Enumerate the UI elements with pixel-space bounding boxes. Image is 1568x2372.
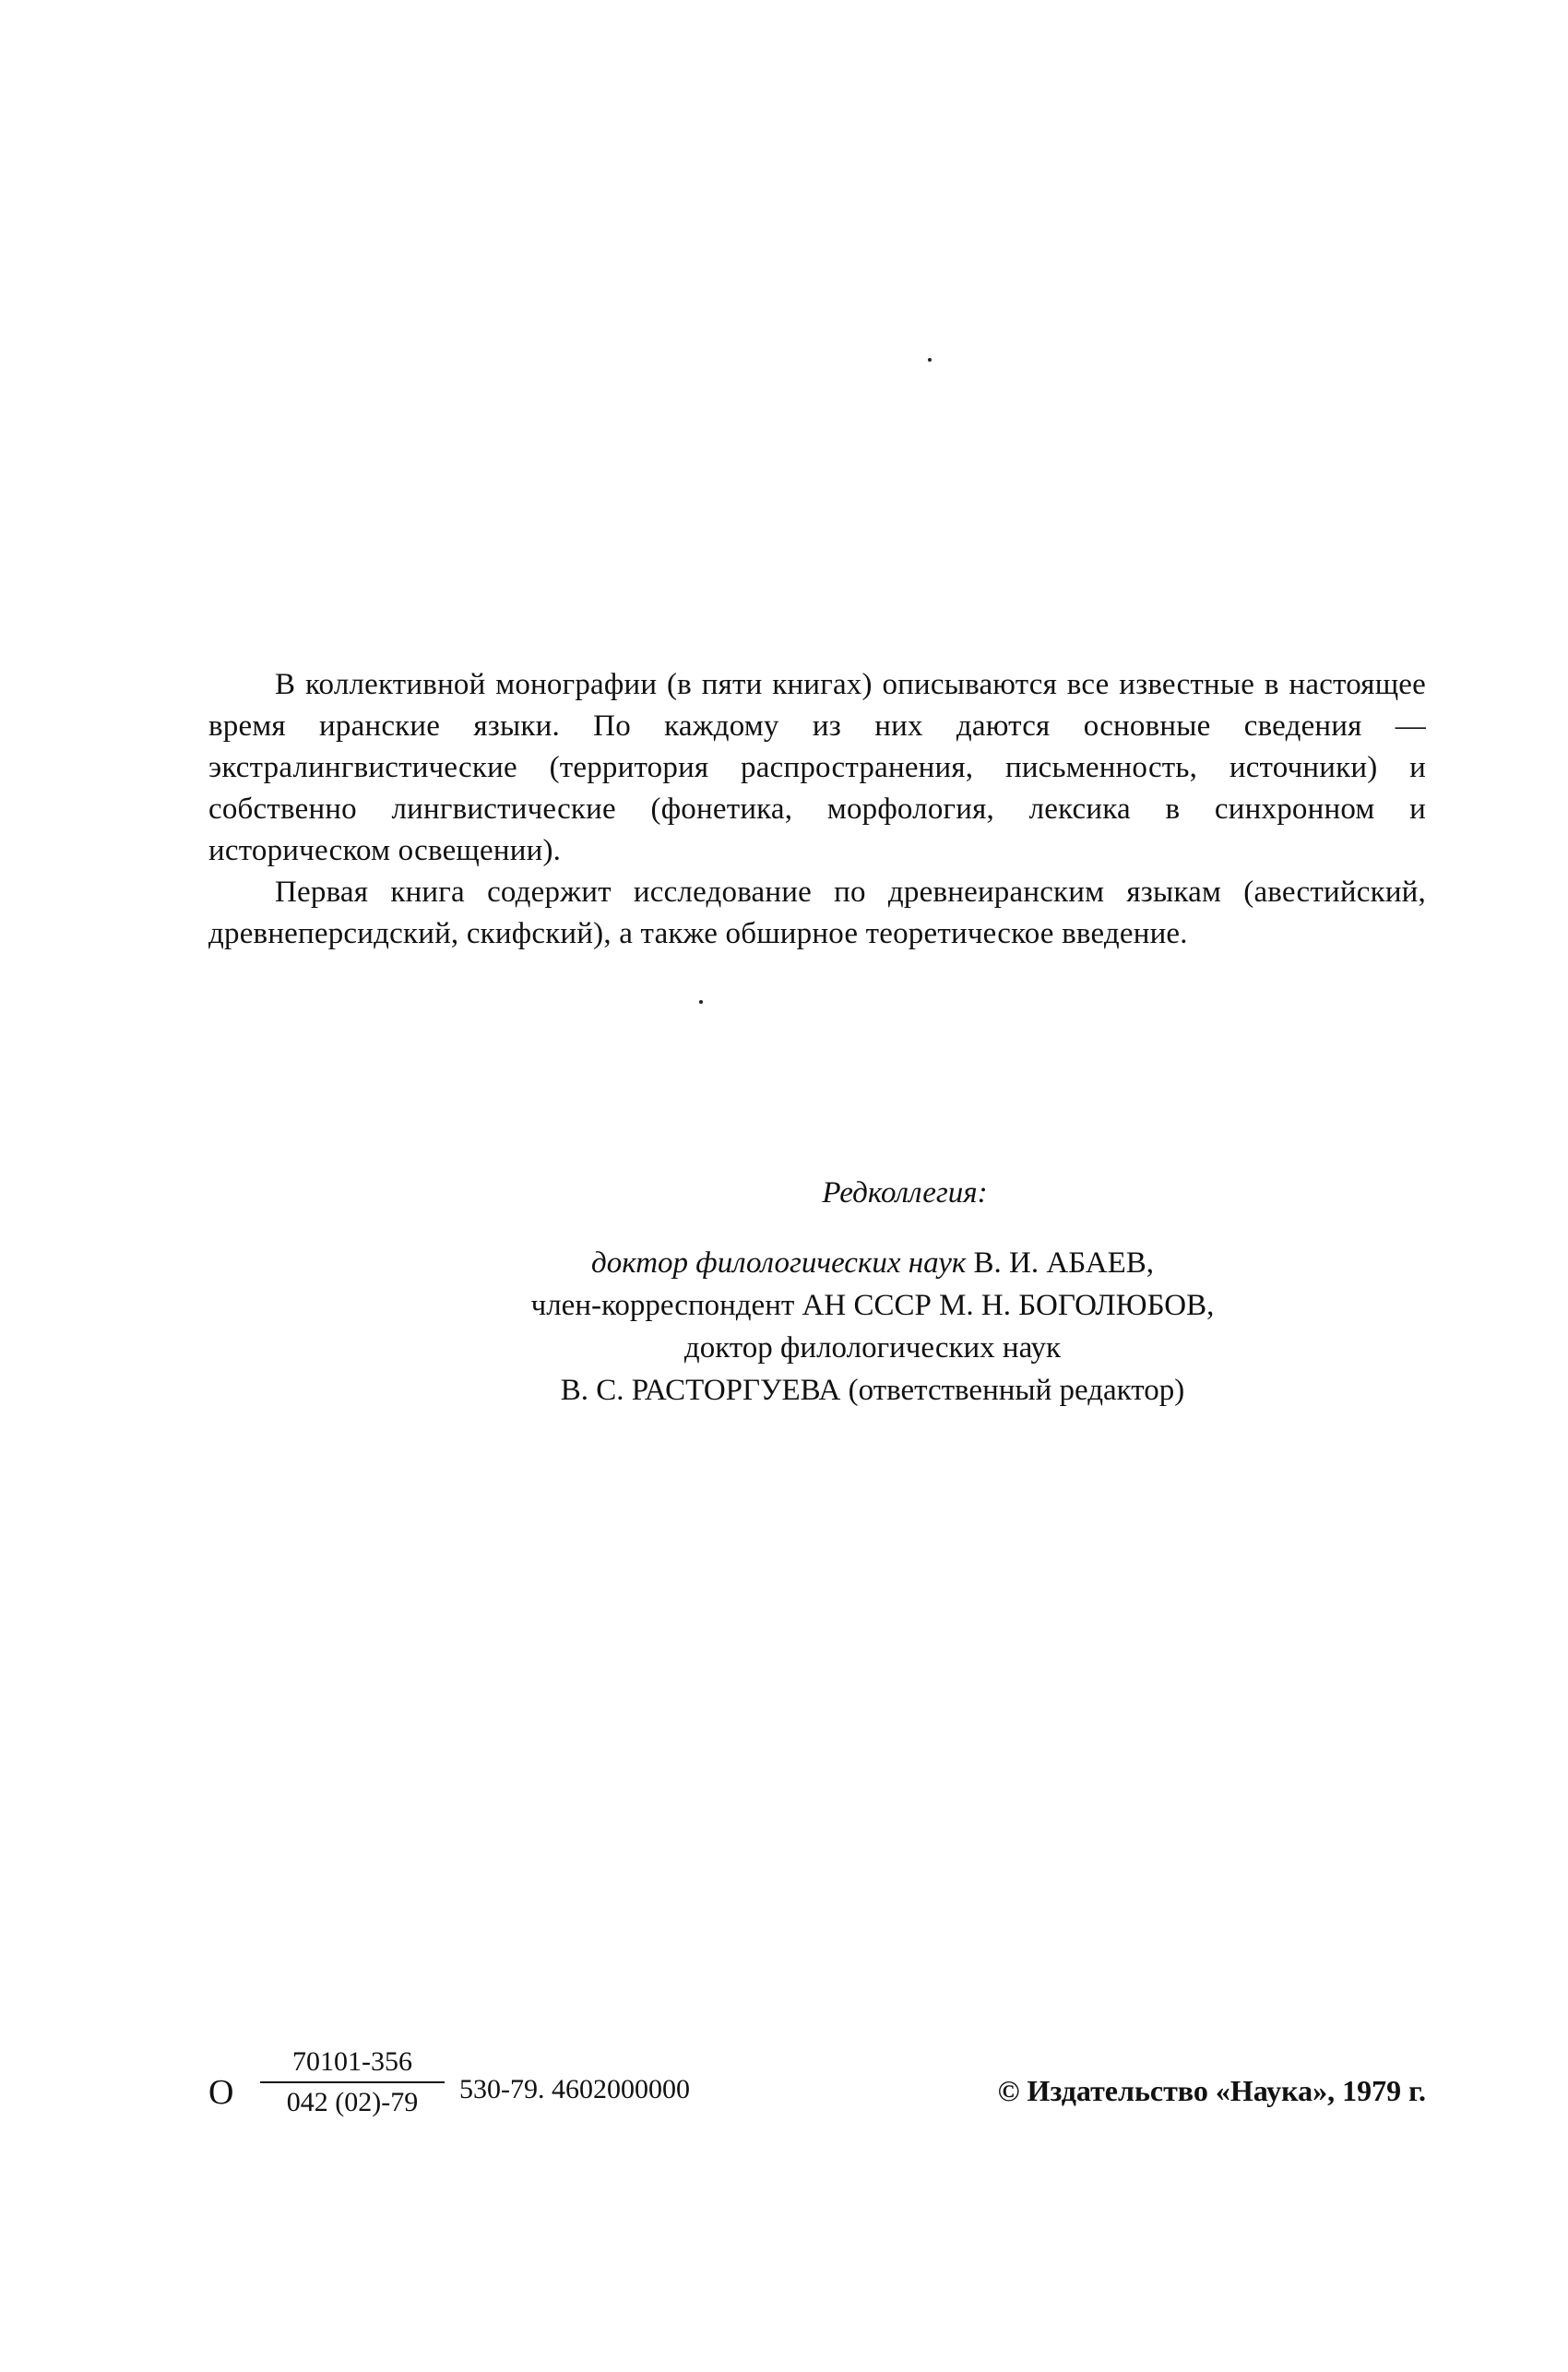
editorial-board-heading: Редколлегия: [822, 1176, 988, 1210]
board-member-3 [319, 1369, 1426, 1412]
board-member-3-role: (ответственный редактор) [848, 1374, 1185, 1407]
board-member-2-title: член-корреспондент АН СССР [530, 1289, 932, 1322]
imprint-numerator: 70101-356 [260, 2046, 445, 2083]
board-member-2 [319, 1284, 1426, 1327]
board-member-1 [319, 1242, 1426, 1284]
abstract-paragraph-2: Первая книга содержит исследование по древнеиранским языкам (авестийский, древнеперсидский, скифский), а также обширное теоретическое введение. [208, 876, 1426, 950]
board-member-1-name: В. И. АБАЕВ, [973, 1246, 1154, 1280]
imprint-fraction [260, 2046, 445, 2118]
print-speck [699, 1000, 703, 1004]
board-member-2-name: М. Н. БОГОЛЮБОВ, [939, 1289, 1215, 1322]
board-member-3-name: В. С. РАСТОРГУЕВА [560, 1374, 841, 1407]
imprint-denominator: 042 (02)-79 [286, 2087, 419, 2117]
board-member-3-title: доктор филологических наук [683, 1331, 1062, 1365]
editorial-board [208, 1172, 1426, 1412]
imprint [208, 2046, 1426, 2129]
copyright-notice: © Издательство «Наука», 1979 г. [997, 2074, 1426, 2107]
abstract-paragraph-1: В коллективной монографии (в пяти книгах) описываются все известные в настоящее время иранские языки. По каждому из них даются основные сведения — экстралингвистические (территория распространения, письменность, источники) и собственно лингвистические (фонетика, морфология, лексика в синхронном и историческом освещении). [208, 668, 1426, 867]
imprint-codes: 530-79. 4602000000 [459, 2074, 690, 2104]
board-member-1-title: доктор филологических наук [591, 1246, 967, 1280]
print-speck [928, 358, 932, 362]
imprint-letter: О [208, 2073, 234, 2112]
abstract [208, 664, 1426, 955]
